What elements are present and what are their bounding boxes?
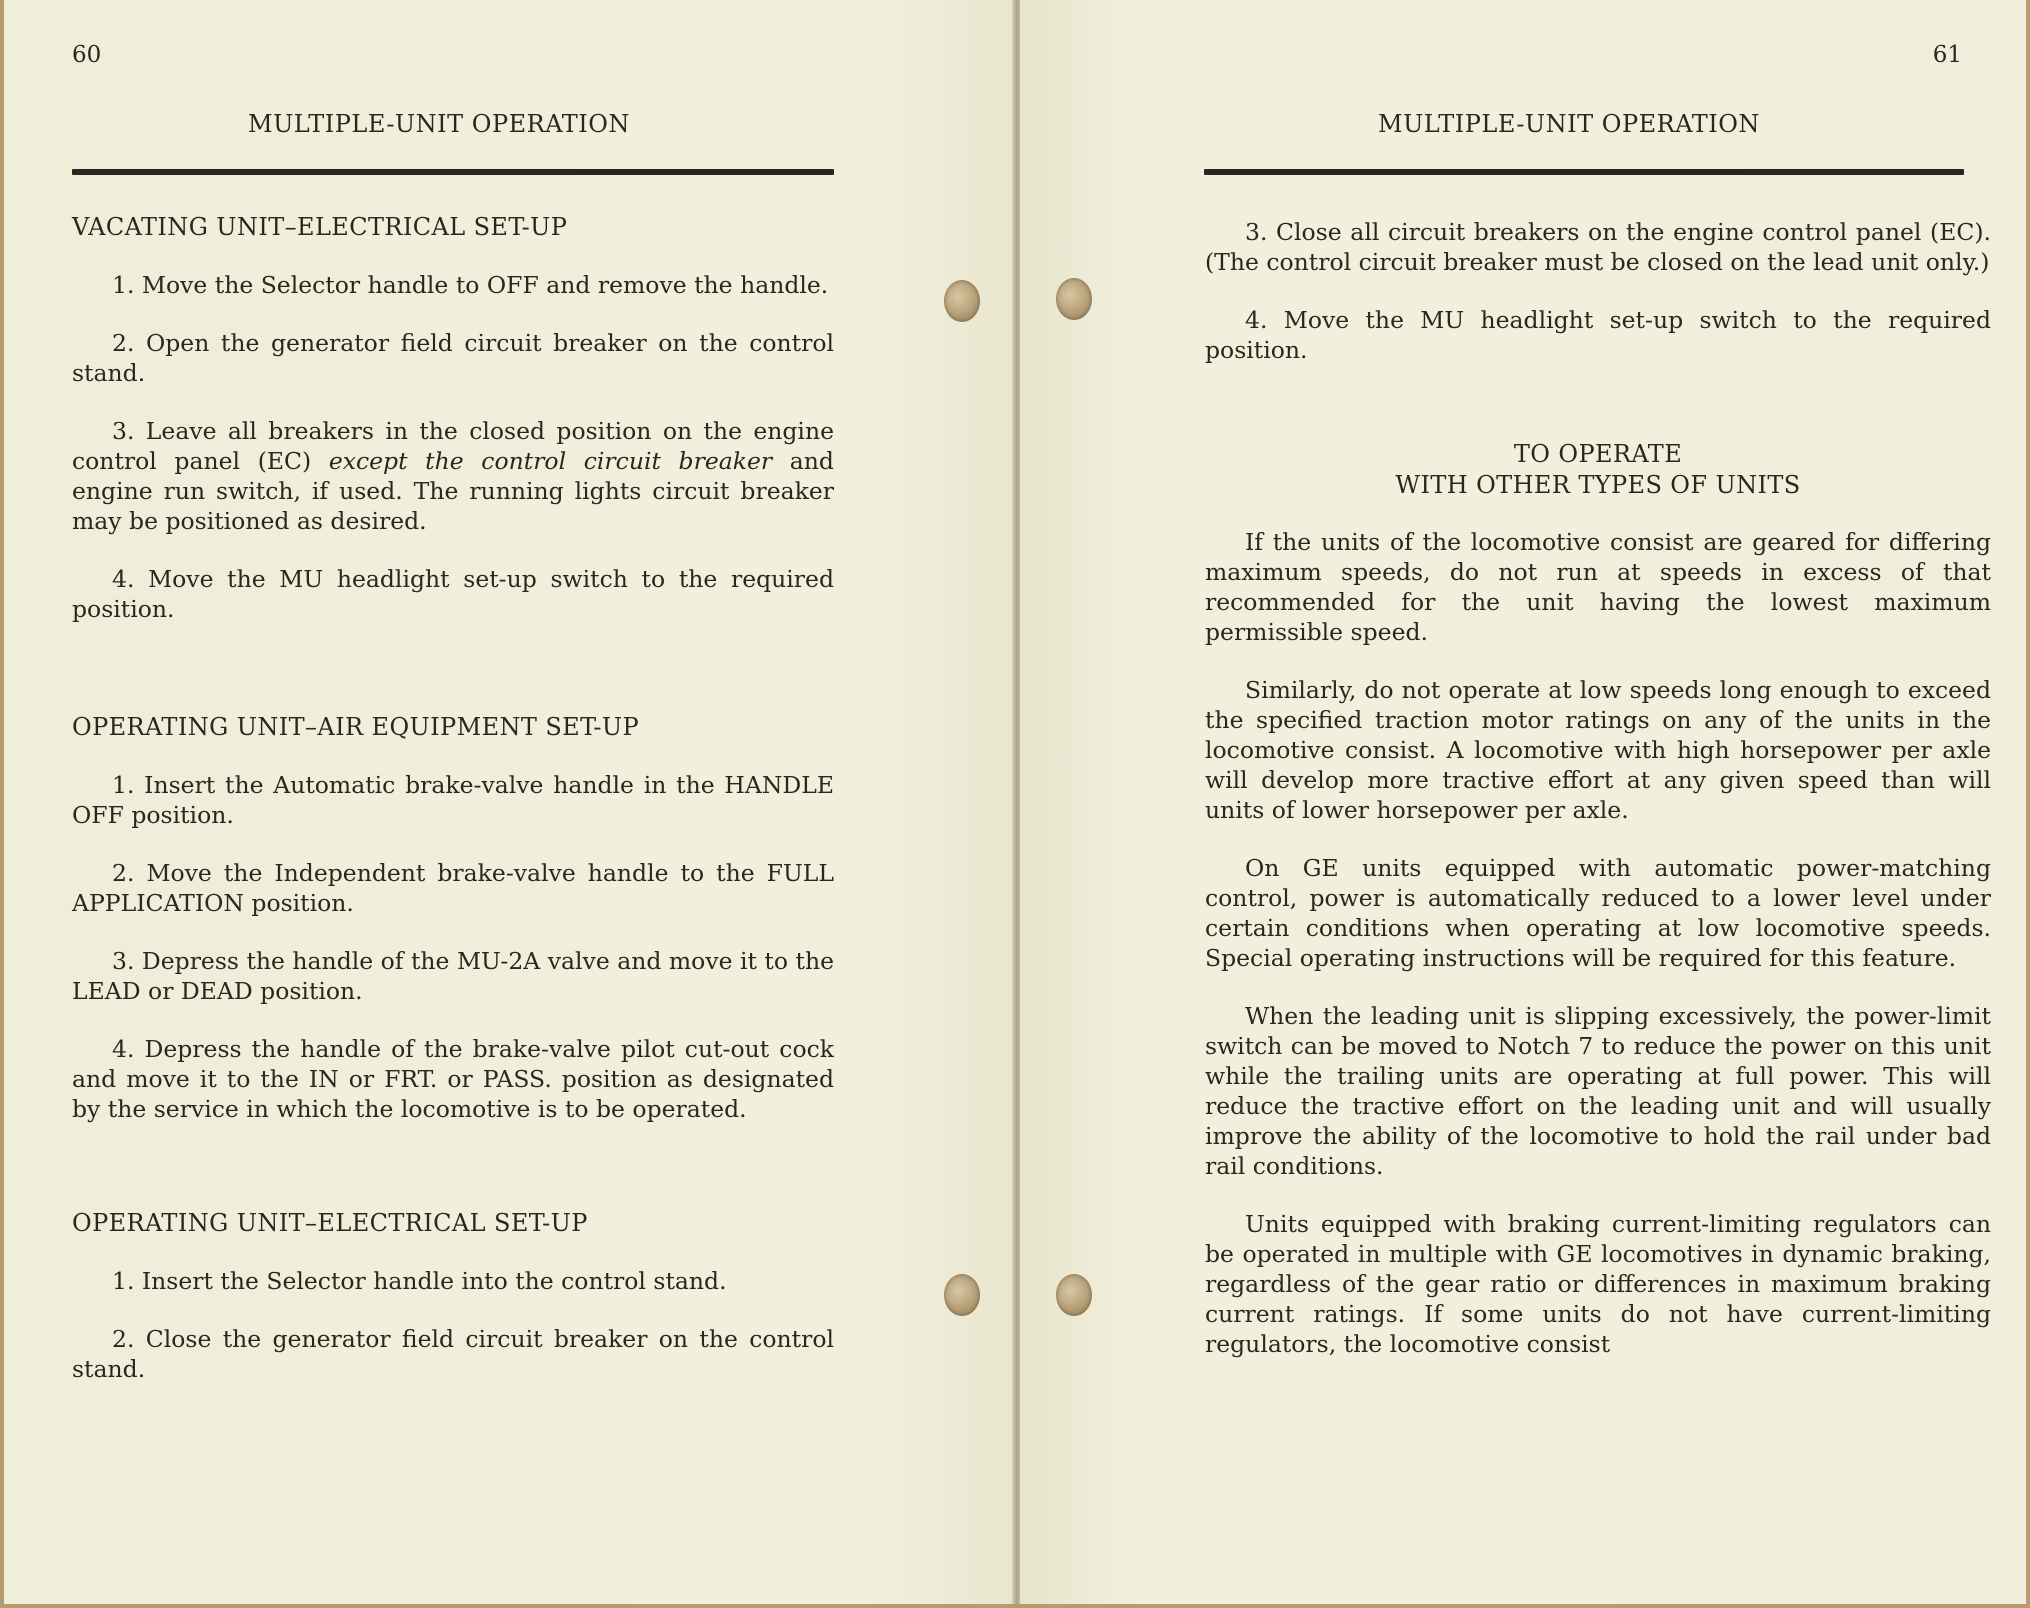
running-head: MULTIPLE-UNIT OPERATION [1378,110,1760,138]
section-heading-line1: TO OPERATE [1513,440,1683,468]
paragraph: Similarly, do not operate at low speeds long enough to exceed the specified traction motor ratings on any of the units in the locomotive consist. A locomotive with high horsepower per axle will develop more tractive effort at any given speed than will units of lower horsepower per axle. [1205,676,1991,824]
step: 3. Close all circuit breakers on the engine control panel (EC). (The control circuit breaker must be closed on the lead unit only.) [1205,218,1991,276]
page-number: 60 [72,42,102,68]
binder-hole [944,1274,980,1316]
section-title-vacating-electrical: VACATING UNIT–ELECTRICAL SET-UP [72,213,568,241]
running-head: MULTIPLE-UNIT OPERATION [248,110,630,138]
step: 1. Insert the Selector handle into the control stand. [112,1267,727,1295]
binder-hole [944,280,980,322]
section-heading-line2: WITH OTHER TYPES OF UNITS [1395,471,1801,499]
step: 4. Move the MU headlight set-up switch to the required position. [72,565,834,623]
right-column [1205,217,1991,1359]
step-text: 3. Leave all breakers in the closed position on the engine control panel (EC) [72,417,834,475]
binder-hole [1056,278,1092,320]
section-title-operating-electrical: OPERATING UNIT–ELECTRICAL SET-UP [72,1209,588,1237]
header-rule [1204,169,1964,175]
paragraph: If the units of the locomotive consist are geared for differing maximum speeds, do not run at speeds in excess of that recommended for the unit having the lowest maximum permissible speed. [1205,528,1991,646]
section-title-operating-air: OPERATING UNIT–AIR EQUIPMENT SET-UP [72,713,640,741]
step: 2. Close the generator field circuit breaker on the control stand. [72,1325,834,1383]
paragraph: When the leading unit is slipping excessively, the power-limit switch can be moved to Notch 7 to reduce the power on this unit while the trailing units are operating at full power. This will reduce the tractive effort on the leading unit and will usually improve the ability of the locomotive to hold the rail under bad rail conditions. [1205,1002,1991,1180]
step: 3. Depress the handle of the MU-2A valve and move it to the LEAD or DEAD position. [72,947,834,1005]
paragraph: Units equipped with braking current-limiting regulators can be operated in multiple with GE locomotives in dynamic braking, regardless of the gear ratio or differences in maximum braking current ratings. If some units do not have current-limiting regulators, the locomotive consist [1205,1210,1991,1358]
step: 2. Move the Independent brake-valve handle to the FULL APPLICATION position. [72,859,834,917]
header-rule [72,169,834,175]
step: 2. Open the generator field circuit breaker on the control stand. [72,329,834,387]
step-emphasis: except the control circuit breaker [328,447,773,475]
step-text: and engine run switch, if used. The running lights circuit breaker may be positioned as desired. [72,447,834,535]
step [72,416,834,536]
step: 4. Depress the handle of the brake-valve pilot cut-out cock and move it to the IN or FRT. or PASS. position as designated by the service in which the locomotive is to be operated. [72,1035,834,1123]
right-page [1020,0,2026,1604]
page-number: 61 [1932,42,1962,68]
paragraph: On GE units equipped with automatic power-matching control, power is automatically reduced to a lower level under certain conditions when operating at low locomotive speeds. Special operating instructions will be required for this feature. [1205,854,1991,972]
left-column [72,212,834,1384]
binder-hole [1056,1274,1092,1316]
step: 1. Move the Selector handle to OFF and remove the handle. [112,271,829,299]
step: 4. Move the MU headlight set-up switch to the required position. [1205,306,1991,364]
step: 1. Insert the Automatic brake-valve handle in the HANDLE OFF position. [72,771,834,829]
left-page [4,0,1014,1604]
